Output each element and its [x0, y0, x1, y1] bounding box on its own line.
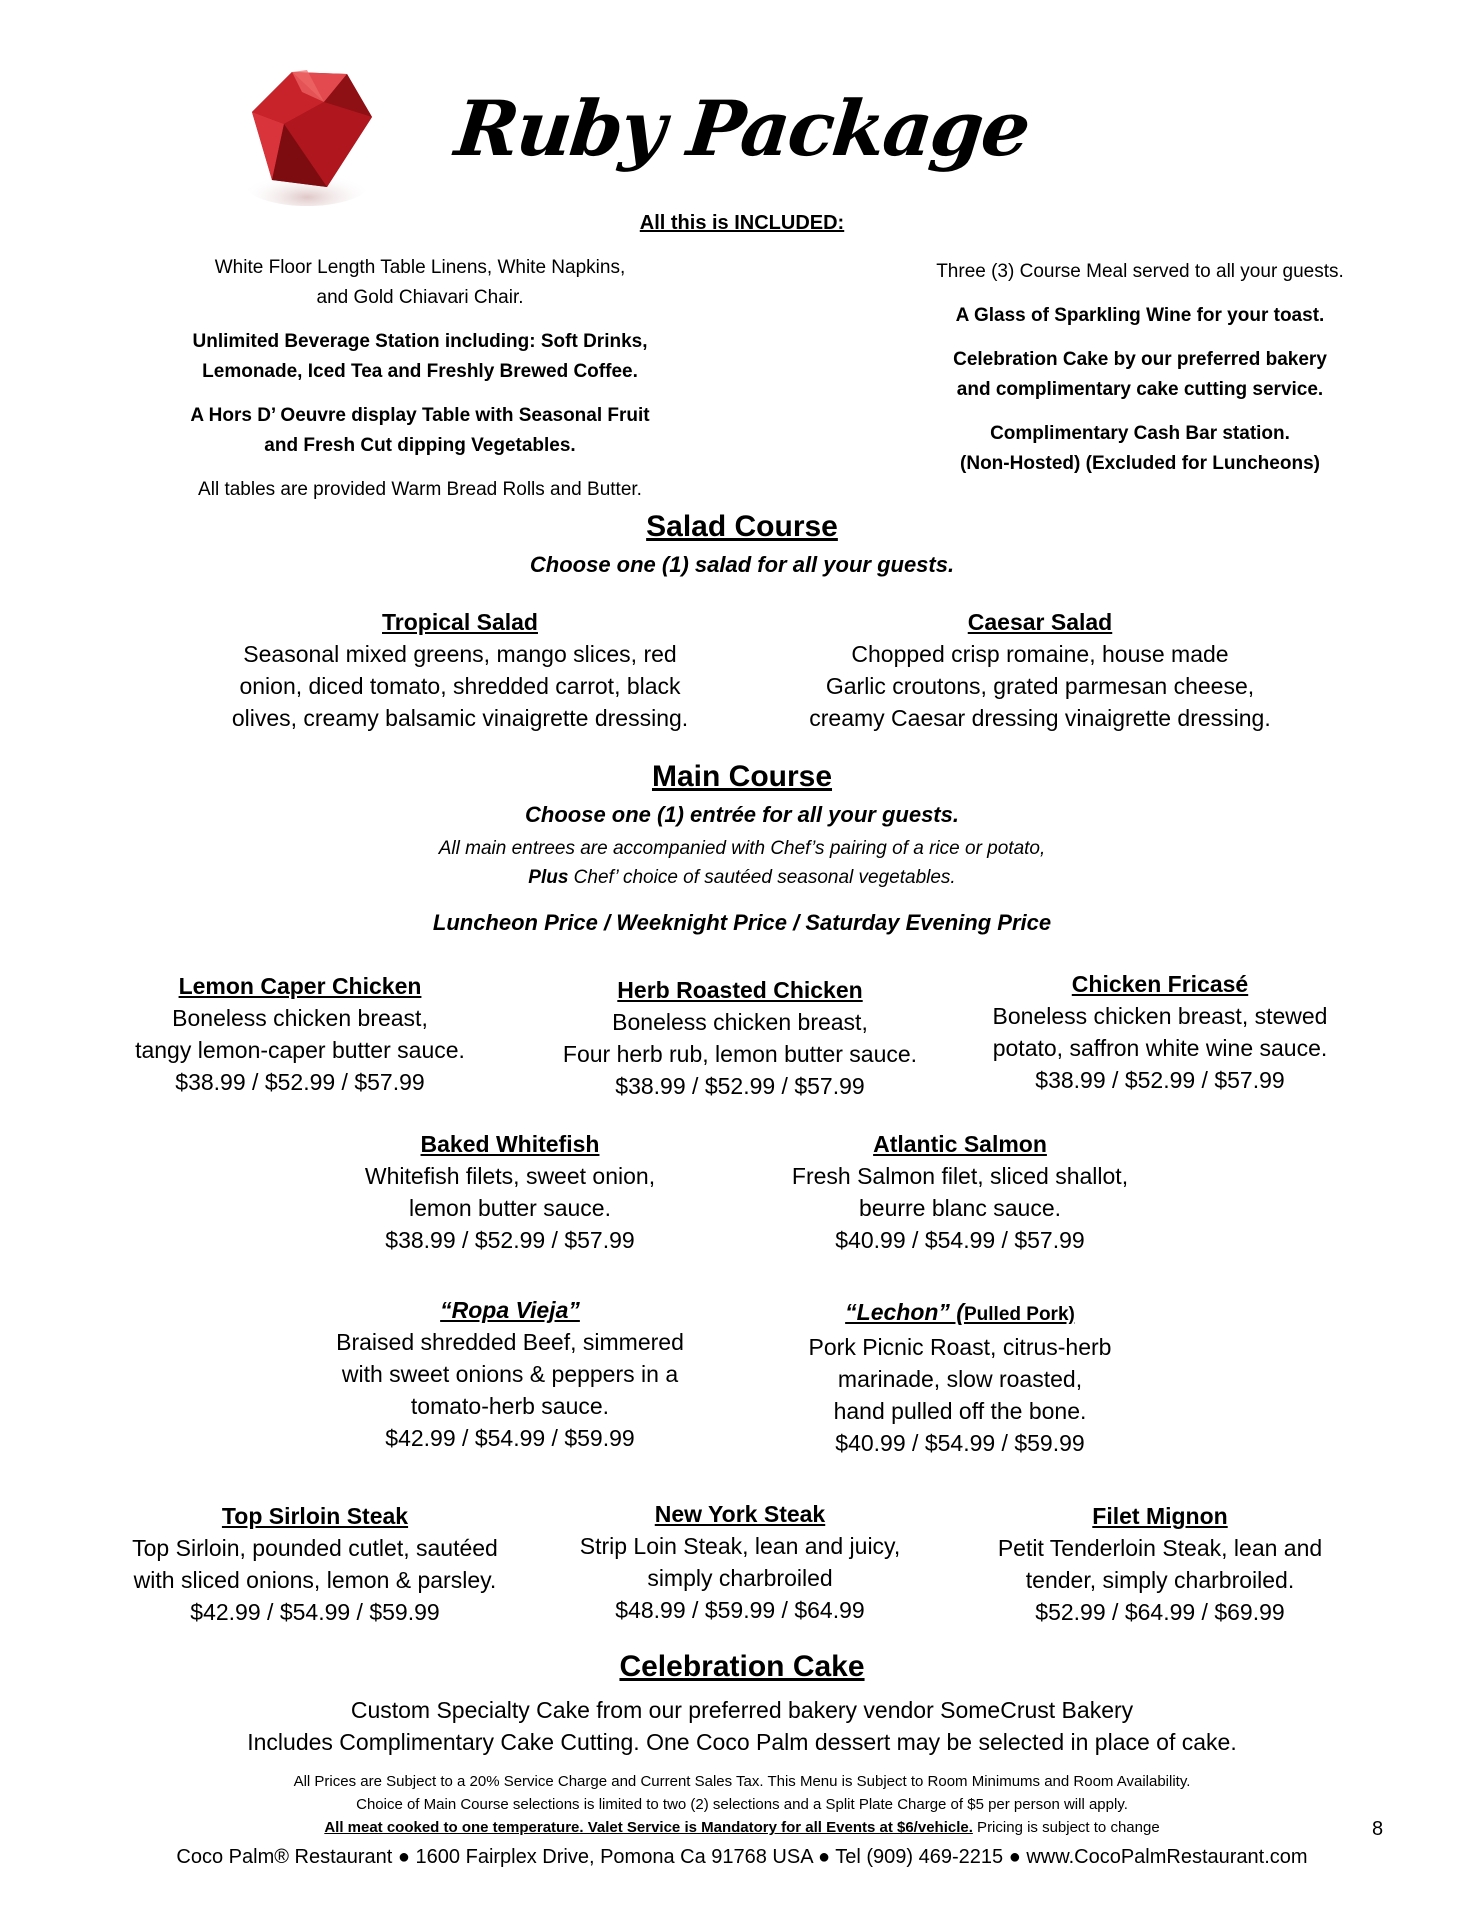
- menu-item-new-york-steak: [540, 1498, 940, 1626]
- salad-section-title: Salad Course: [646, 510, 838, 543]
- included-item: White Floor Length Table Linens, White Napkins, and Gold Chiavari Chair.: [214, 257, 626, 308]
- main-section-subtitle: Choose one (1) entrée for all your guests.: [525, 802, 959, 827]
- menu-item-price: $40.99 / $54.99 / $57.99: [835, 1227, 1085, 1253]
- included-item: Unlimited Beverage Station including: Soft Drinks, Lemonade, Iced Tea and Freshly Brewed Coffee.: [192, 331, 648, 382]
- menu-item-desc: Whitefish filets, sweet onion, lemon butter sauce.: [364, 1163, 656, 1221]
- menu-item-desc: Strip Loin Steak, lean and juicy, simply charbroiled: [579, 1533, 901, 1591]
- menu-item-price: $42.99 / $54.99 / $59.99: [190, 1599, 440, 1625]
- menu-item-price: $42.99 / $54.99 / $59.99: [385, 1425, 635, 1451]
- menu-item-lechon: [750, 1296, 1170, 1459]
- menu-item-desc: Boneless chicken breast, tangy lemon-caper butter sauce.: [135, 1005, 465, 1063]
- included-item: A Hors D’ Oeuvre display Table with Seasonal Fruit and Fresh Cut dipping Vegetables.: [190, 405, 650, 456]
- fine-print-line2: Choice of Main Course selections is limited to two (2) selections and a Split Plate Charge of $5 per person will apply.: [356, 1796, 1128, 1813]
- included-item: Three (3) Course Meal served to all your guests.: [936, 261, 1344, 282]
- price-legend: Luncheon Price / Weeknight Price / Saturday Evening Price: [432, 910, 1052, 935]
- included-item: Complimentary Cash Bar station. (Non-Hosted) (Excluded for Luncheons): [960, 423, 1320, 474]
- menu-item-name: Tropical Salad: [382, 609, 538, 635]
- menu-item-price: $38.99 / $52.99 / $57.99: [1035, 1067, 1285, 1093]
- fine-print-line3: [0, 1816, 1484, 1839]
- menu-item-name-main: “Lechon” (: [845, 1299, 964, 1325]
- menu-item-caesar-salad: [740, 606, 1340, 734]
- main-section-note: [0, 834, 1484, 892]
- cake-section-title: Celebration Cake: [619, 1650, 865, 1683]
- footer-contact: Coco Palm® Restaurant ● 1600 Fairplex Drive, Pomona Ca 91768 USA ● Tel (909) 469-2215 ● www.CocoPalmRestaurant.com: [176, 1846, 1308, 1868]
- menu-item-desc: Boneless chicken breast, Four herb rub, lemon butter sauce.: [562, 1009, 918, 1067]
- page-number: 8: [1372, 1818, 1384, 1840]
- menu-item-price: $52.99 / $64.99 / $69.99: [1035, 1599, 1285, 1625]
- menu-item-name: New York Steak: [654, 1501, 826, 1527]
- fine-print-bold: All meat cooked to one temperature. Valet Service is Mandatory for all Events at $6/vehicle.: [324, 1819, 973, 1836]
- main-note-line1: All main entrees are accompanied with Chef’s pairing of a rice or potato,: [438, 838, 1046, 859]
- included-item: Celebration Cake by our preferred bakery and complimentary cake cutting service.: [953, 349, 1327, 400]
- menu-item-desc: Pork Picnic Roast, citrus-herb marinade, slow roasted, hand pulled off the bone.: [808, 1334, 1112, 1424]
- menu-item-desc: Chopped crisp romaine, house made Garlic croutons, grated parmesan cheese, creamy Caesar dressing vinaigrette dressing.: [809, 641, 1271, 731]
- menu-item-price: $38.99 / $52.99 / $57.99: [175, 1069, 425, 1095]
- cake-line1: Custom Specialty Cake from our preferred bakery vendor SomeCrust Bakery: [350, 1697, 1134, 1723]
- menu-item-atlantic-salmon: [750, 1128, 1170, 1256]
- menu-item-name: Filet Mignon: [1092, 1503, 1228, 1529]
- included-item: All tables are provided Warm Bread Rolls and Butter.: [198, 479, 642, 500]
- main-section-title: Main Course: [651, 760, 833, 793]
- menu-item-name: Chicken Fricasé: [1071, 971, 1249, 997]
- menu-item-herb-roasted-chicken: [540, 974, 940, 1102]
- main-note-rest: Chef’ choice of sautéed seasonal vegetables.: [568, 867, 956, 888]
- menu-item-name: Herb Roasted Chicken: [617, 977, 863, 1003]
- menu-item-tropical-salad: [160, 606, 760, 734]
- menu-item-desc: Braised shredded Beef, simmered with sweet onions & peppers in a tomato-herb sauce.: [336, 1329, 684, 1419]
- menu-item-name-suffix: Pulled Pork): [963, 1304, 1075, 1325]
- fine-print: [0, 1770, 1484, 1839]
- included-list-right: [860, 257, 1420, 493]
- menu-item-name: Lemon Caper Chicken: [178, 973, 422, 999]
- included-item: A Glass of Sparkling Wine for your toast.: [955, 305, 1325, 326]
- menu-item-lemon-caper-chicken: [100, 970, 500, 1098]
- cake-description: [0, 1694, 1484, 1758]
- included-heading: All this is INCLUDED:: [639, 212, 845, 234]
- menu-item-price: $40.99 / $54.99 / $59.99: [835, 1430, 1085, 1456]
- menu-item-name: Baked Whitefish: [420, 1131, 600, 1157]
- menu-item-name: [750, 1296, 1170, 1331]
- menu-item-name: “Ropa Vieja”: [440, 1297, 580, 1323]
- menu-item-filet-mignon: [960, 1500, 1360, 1628]
- menu-item-desc: Boneless chicken breast, stewed potato, saffron white wine sauce.: [992, 1003, 1328, 1061]
- salad-section-subtitle: Choose one (1) salad for all your guests.: [529, 552, 955, 577]
- cake-line2: Includes Complimentary Cake Cutting. One Coco Palm dessert may be selected in place of cake.: [247, 1729, 1237, 1755]
- fine-print-line1: All Prices are Subject to a 20% Service Charge and Current Sales Tax. This Menu is Subject to Room Minimums and Room Availability.: [293, 1773, 1191, 1790]
- menu-item-price: $38.99 / $52.99 / $57.99: [385, 1227, 635, 1253]
- menu-item-ropa-vieja: [300, 1294, 720, 1454]
- included-list-left: [140, 253, 700, 519]
- main-note-plus: Plus: [528, 867, 569, 888]
- menu-item-desc: Top Sirloin, pounded cutlet, sautéed with sliced onions, lemon & parsley.: [132, 1535, 498, 1593]
- main-note-line2: [0, 863, 1484, 892]
- menu-item-desc: Fresh Salmon filet, sliced shallot, beurre blanc sauce.: [791, 1163, 1129, 1221]
- menu-item-name: Atlantic Salmon: [873, 1131, 1047, 1157]
- menu-item-name: Top Sirloin Steak: [221, 1503, 409, 1529]
- menu-item-desc: Seasonal mixed greens, mango slices, red onion, diced tomato, shredded carrot, black olives, creamy balsamic vinaigrette dressing.: [231, 641, 689, 731]
- menu-item-price: $38.99 / $52.99 / $57.99: [615, 1073, 865, 1099]
- menu-item-name: Caesar Salad: [967, 609, 1113, 635]
- fine-print-rest: Pricing is subject to change: [972, 1819, 1160, 1836]
- menu-item-top-sirloin-steak: [100, 1500, 530, 1628]
- menu-item-price: $48.99 / $59.99 / $64.99: [615, 1597, 865, 1623]
- menu-item-desc: Petit Tenderloin Steak, lean and tender, simply charbroiled.: [997, 1535, 1323, 1593]
- menu-item-chicken-fricase: [960, 968, 1360, 1096]
- menu-item-baked-whitefish: [300, 1128, 720, 1256]
- page-title: Ruby Package: [451, 84, 1033, 173]
